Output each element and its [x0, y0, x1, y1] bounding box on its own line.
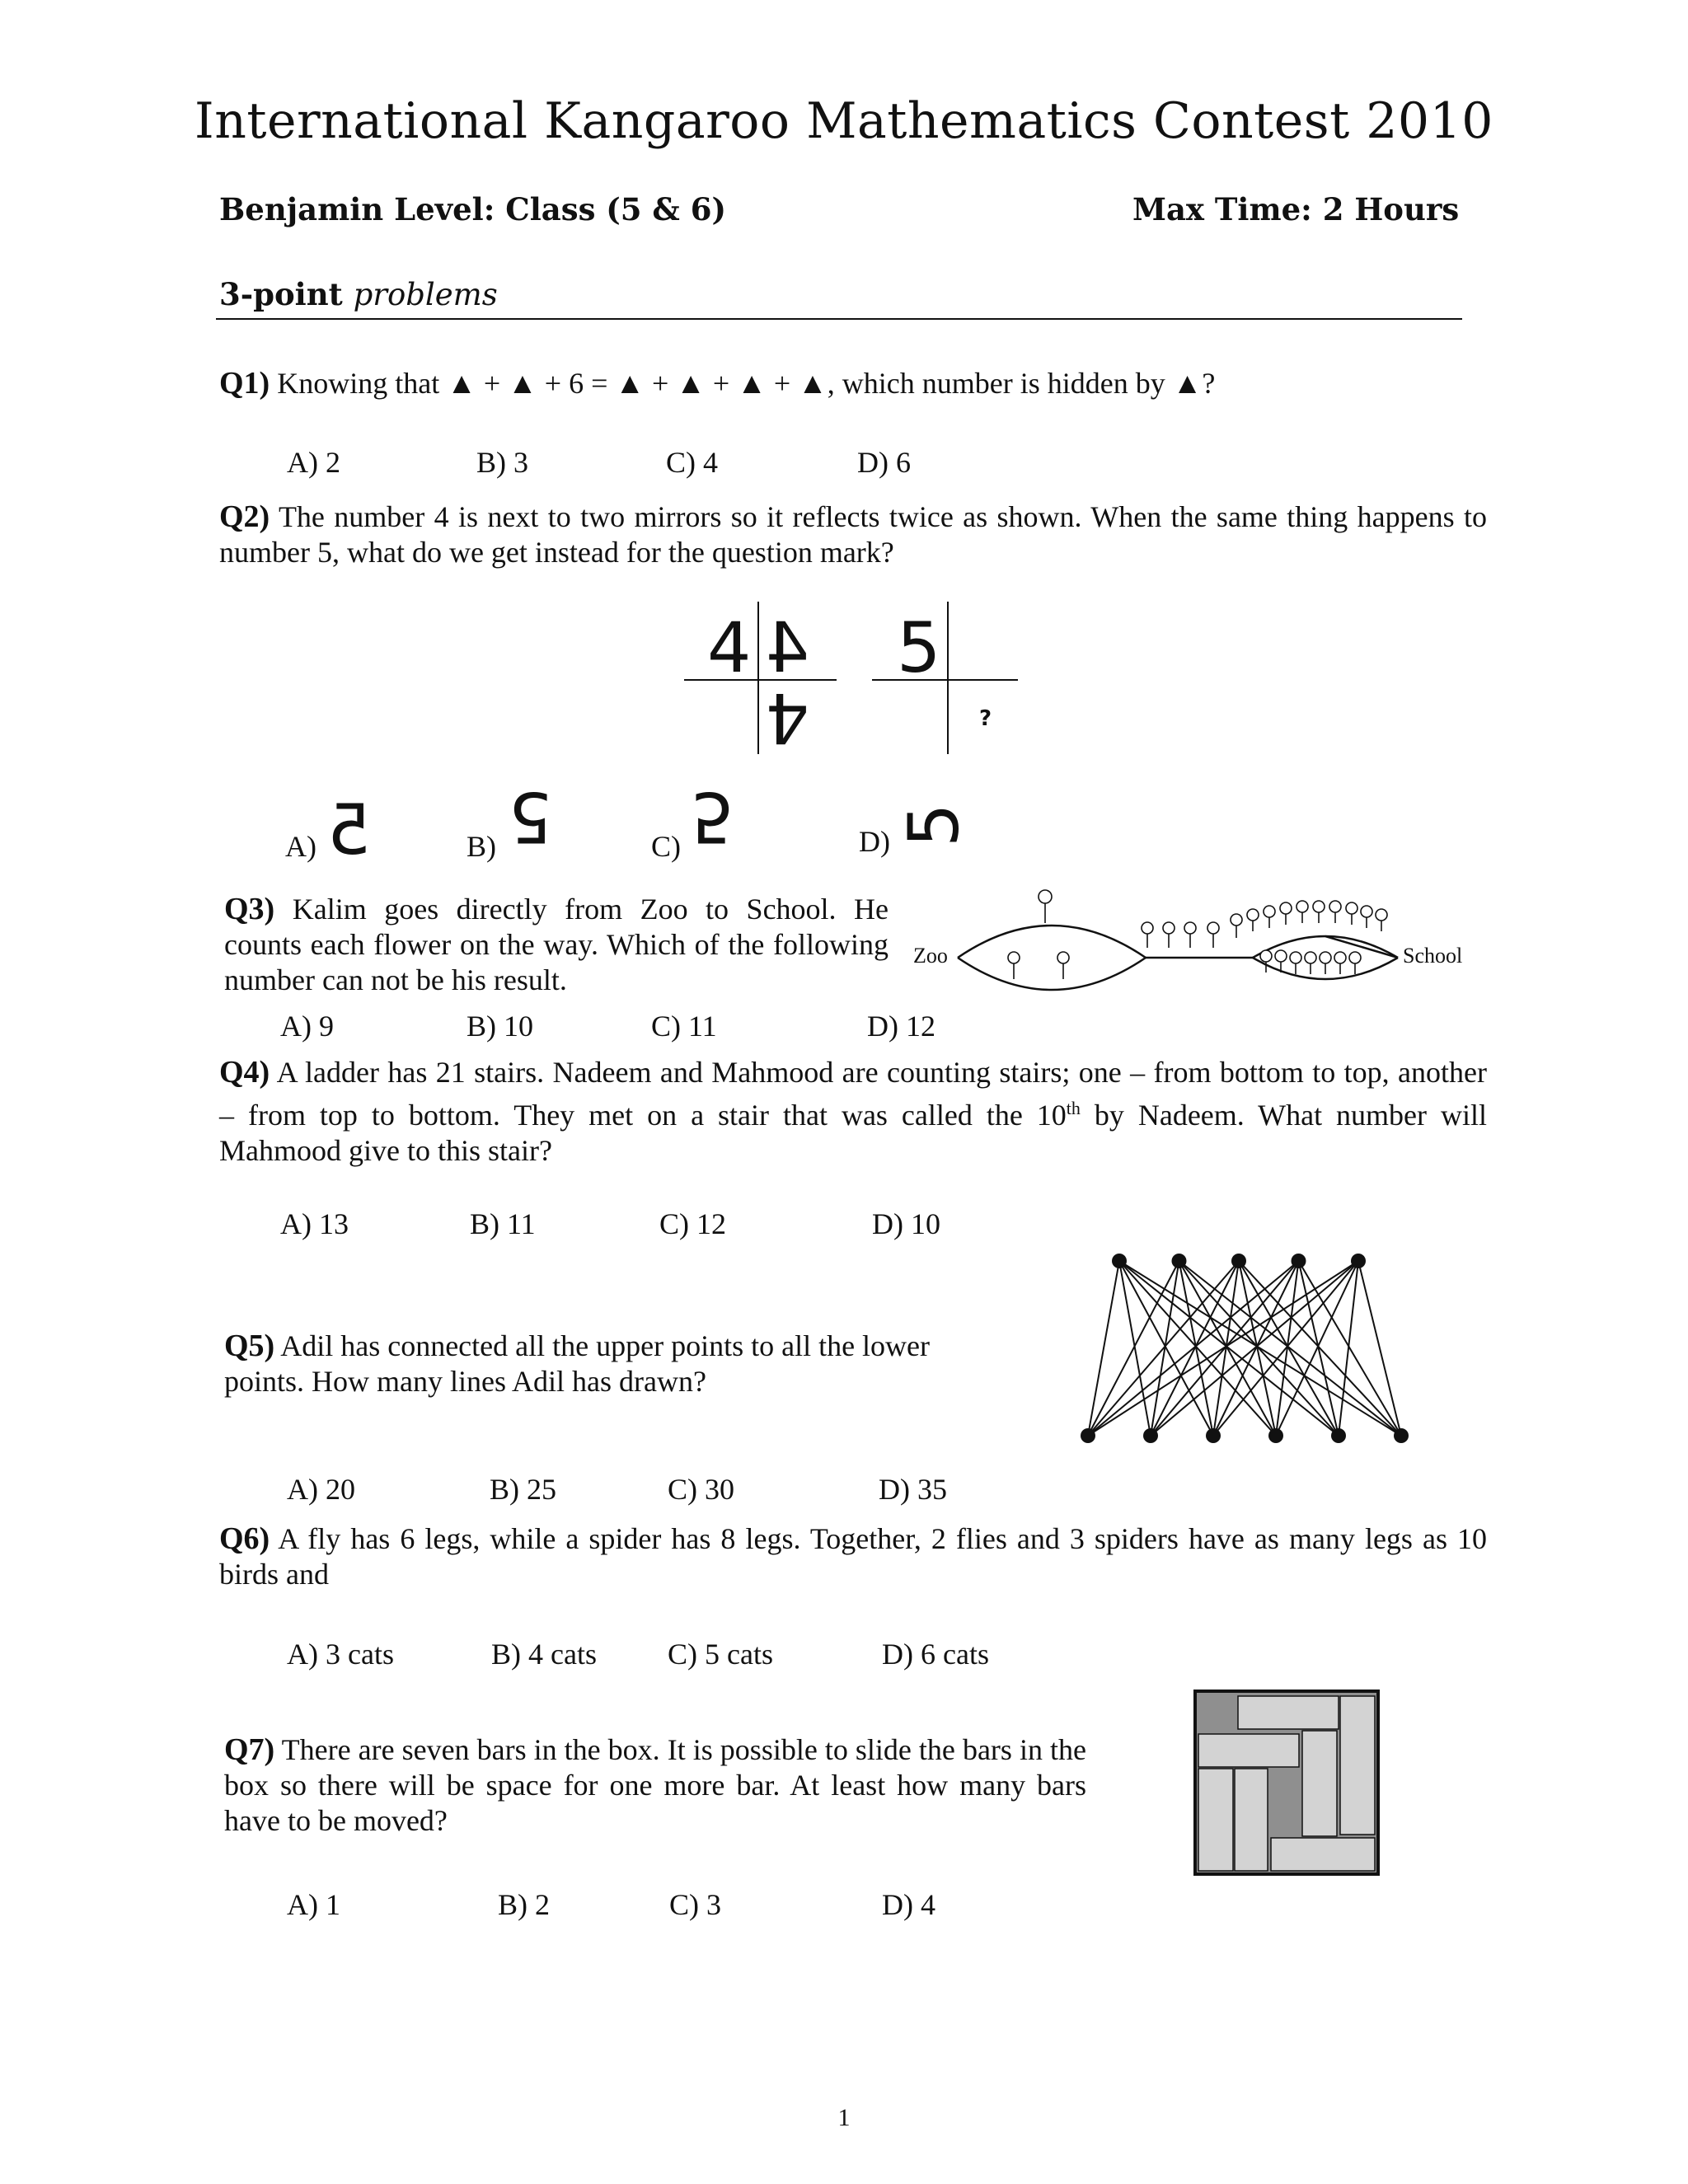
- school-label: School: [1403, 944, 1463, 968]
- q5-option-b: B) 25: [490, 1473, 556, 1506]
- q2-option-b: B): [467, 830, 496, 863]
- question-4: [219, 1055, 1487, 1169]
- connection-line: [1119, 1261, 1339, 1436]
- question-number: Q7): [224, 1732, 275, 1767]
- q4-option-c: C) 12: [659, 1207, 726, 1240]
- q5-option-a: A) 20: [287, 1473, 355, 1506]
- question-mark: ?: [979, 706, 992, 731]
- bar: [1198, 1769, 1233, 1871]
- time-label: Max Time: 2 Hours: [1132, 191, 1460, 227]
- q2-glyph-b: [504, 776, 562, 857]
- question-2: [219, 499, 1487, 570]
- q4-option-a: A) 13: [280, 1207, 349, 1240]
- bar: [1235, 1769, 1268, 1871]
- question-text: A fly has 6 legs, while a spider has 8 legs. Together, 2 flies and 3 spiders have as many legs as 10 birds and: [219, 1522, 1487, 1591]
- q3-option-c: C) 11: [651, 1010, 717, 1043]
- q2-option-c: C): [651, 830, 681, 863]
- svg-text:5: 5: [893, 803, 974, 847]
- question-text-cont: by Nadeem. What number will Mahmood give to this stair?: [219, 1099, 1487, 1167]
- q5-option-d: D) 35: [879, 1473, 947, 1506]
- bars-box-figure: [1193, 1690, 1383, 1879]
- question-text: Adil has connected all the upper points to all the lower points. How many lines Adil has drawn?: [224, 1329, 931, 1398]
- bipartite-graph-figure: [1071, 1253, 1426, 1451]
- upper-point: [1172, 1254, 1187, 1268]
- question-5: [224, 1329, 1015, 1399]
- mirror-figure: [676, 602, 1022, 758]
- section-heading: [219, 276, 498, 312]
- lower-point: [1268, 1428, 1283, 1443]
- q6-option-b: B) 4 cats: [491, 1638, 597, 1671]
- lower-point: [1331, 1428, 1346, 1443]
- lower-point: [1081, 1428, 1095, 1443]
- upper-point: [1112, 1254, 1127, 1268]
- connection-line: [1088, 1261, 1119, 1436]
- q2-glyph-c: [687, 776, 745, 857]
- q3-option-d: D) 12: [867, 1010, 935, 1043]
- ordinal-suffix: th: [1066, 1098, 1081, 1118]
- lower-point: [1143, 1428, 1158, 1443]
- bar: [1271, 1838, 1375, 1871]
- q1-option-d: D) 6: [857, 446, 911, 479]
- level-label: Benjamin Level: Class (5 & 6): [219, 191, 726, 227]
- connection-line: [1239, 1261, 1276, 1436]
- question-text: A ladder has 21 stairs. Nadeem and Mahmood are counting stairs; one – from bottom to top, another – from top to bottom. They met on a stair that was called the 10: [219, 1056, 1488, 1132]
- q4-option-b: B) 11: [470, 1207, 536, 1240]
- question-7: [224, 1732, 1086, 1839]
- q2-option-d: D): [859, 825, 890, 858]
- zoo-label: Zoo: [913, 944, 948, 968]
- question-number: Q2): [219, 499, 270, 534]
- q7-option-b: B) 2: [498, 1888, 550, 1921]
- connection-line: [1179, 1261, 1214, 1436]
- connection-line: [1239, 1261, 1401, 1436]
- connection-line: [1119, 1261, 1276, 1436]
- question-number: Q5): [224, 1329, 275, 1363]
- upper-point: [1292, 1254, 1306, 1268]
- question-number: Q3): [224, 892, 275, 926]
- question-text: The number 4 is next to two mirrors so it reflects twice as shown. When the same thing happens to number 5, what do we get instead for the question mark?: [219, 500, 1487, 569]
- q1-option-c: C) 4: [666, 446, 718, 479]
- digit-four: 4: [707, 607, 752, 688]
- q1-option-b: B) 3: [476, 446, 528, 479]
- section-bold: 3-point: [219, 276, 343, 312]
- lower-point: [1206, 1428, 1221, 1443]
- q7-option-d: D) 4: [882, 1888, 935, 1921]
- q6-option-d: D) 6 cats: [882, 1638, 989, 1671]
- q2-glyph-a: [323, 790, 381, 870]
- q2-option-a: A): [285, 830, 316, 863]
- section-rule: [216, 318, 1462, 320]
- page-number: 1: [837, 2104, 851, 2131]
- digit-four-mirrored: 4: [765, 607, 809, 688]
- svg-text:5: 5: [691, 776, 735, 857]
- q6-option-a: A) 3 cats: [287, 1638, 394, 1671]
- question-text: There are seven bars in the box. It is possible to slide the bars in the box so there will be space for one more bar. At least how many bars have to be moved?: [224, 1733, 1086, 1837]
- q3-option-b: B) 10: [467, 1010, 533, 1043]
- q2-glyph-d: [893, 794, 974, 860]
- q4-option-d: D) 10: [872, 1207, 940, 1240]
- q7-option-c: C) 3: [669, 1888, 721, 1921]
- question-1: [219, 366, 1489, 401]
- digit-four-rotated: 4: [765, 677, 809, 758]
- connection-line: [1358, 1261, 1401, 1436]
- connection-line: [1339, 1261, 1358, 1436]
- question-6: [219, 1521, 1487, 1592]
- lower-point: [1394, 1428, 1409, 1443]
- question-text: Kalim goes directly from Zoo to School. He counts each flower on the way. Which of the following number can not be his result.: [224, 893, 889, 996]
- svg-text:5: 5: [326, 790, 371, 870]
- svg-text:5: 5: [508, 776, 552, 857]
- connection-line: [1276, 1261, 1299, 1436]
- q1-option-a: A) 2: [287, 446, 340, 479]
- page-title: International Kangaroo Mathematics Contest 2010: [195, 92, 1493, 150]
- bar: [1238, 1696, 1339, 1729]
- digit-five: 5: [897, 607, 941, 688]
- upper-point: [1231, 1254, 1246, 1268]
- question-text: Knowing that ▲ + ▲ + 6 = ▲ + ▲ + ▲ + ▲, which number is hidden by ▲?: [277, 367, 1216, 400]
- bar: [1340, 1696, 1375, 1835]
- q6-option-c: C) 5 cats: [668, 1638, 773, 1671]
- bar: [1302, 1731, 1337, 1836]
- bar: [1198, 1734, 1299, 1767]
- question-number: Q6): [219, 1521, 270, 1556]
- question-number: Q1): [219, 366, 270, 401]
- section-italic: problems: [353, 277, 498, 312]
- q3-option-a: A) 9: [280, 1010, 334, 1043]
- q7-option-a: A) 1: [287, 1888, 340, 1921]
- connection-line: [1119, 1261, 1151, 1436]
- upper-point: [1351, 1254, 1366, 1268]
- connection-line: [1119, 1261, 1401, 1436]
- zoo-school-figure: [907, 882, 1484, 1005]
- q5-option-c: C) 30: [668, 1473, 734, 1506]
- question-number: Q4): [219, 1055, 270, 1090]
- connection-line: [1179, 1261, 1402, 1436]
- question-3: [224, 892, 889, 998]
